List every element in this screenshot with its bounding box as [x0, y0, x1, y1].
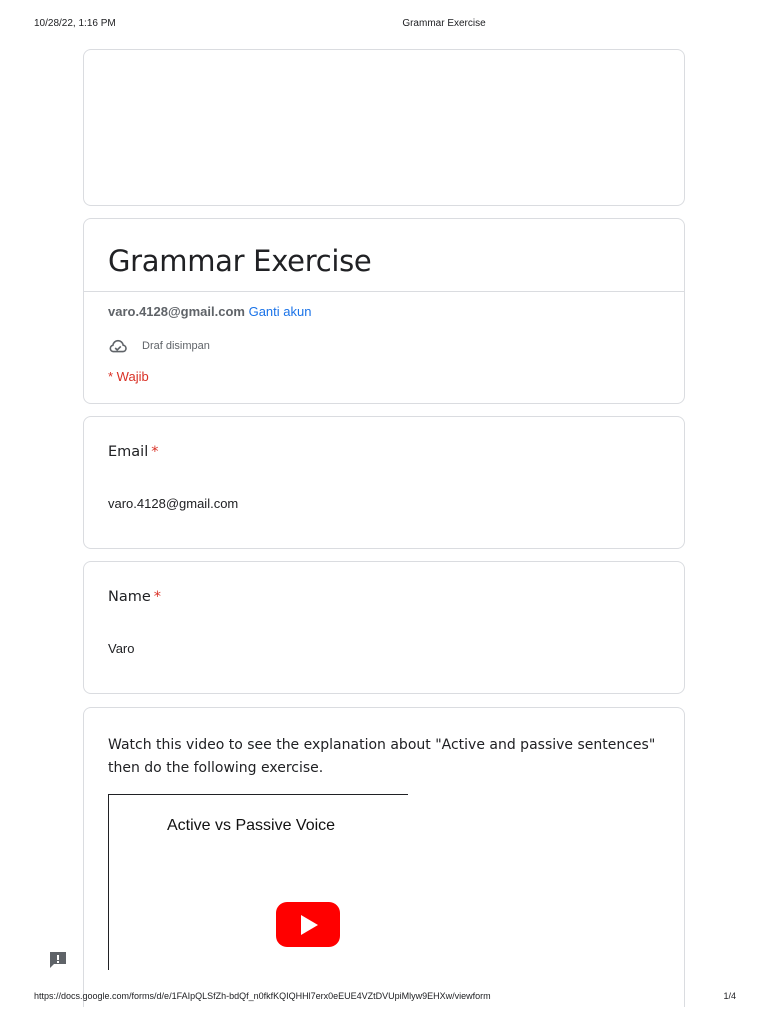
form-title-area — [84, 219, 684, 292]
print-header — [0, 18, 768, 32]
question-title-text: Name — [108, 589, 151, 605]
question-title — [108, 444, 158, 460]
required-asterisk: * — [151, 444, 159, 460]
feedback-icon[interactable] — [46, 948, 70, 972]
print-footer — [0, 991, 768, 1005]
name-field[interactable]: Varo — [108, 641, 135, 656]
video-section — [83, 707, 685, 1007]
print-title: Grammar Exercise — [402, 18, 486, 29]
video-description: Watch this video to see the explanation about "Active and passive sentences" then do the following exercise. — [108, 737, 656, 776]
youtube-play-icon[interactable] — [276, 902, 340, 947]
print-datetime: 10/28/22, 1:16 PM — [34, 18, 116, 29]
video-title: Active vs Passive Voice — [167, 817, 336, 834]
email-field[interactable]: varo.4128@gmail.com — [108, 496, 239, 511]
question-title-text: Email — [108, 444, 149, 460]
question-email — [83, 416, 685, 549]
account-email: varo.4128@gmail.com — [108, 304, 245, 319]
print-url: https://docs.google.com/forms/d/e/1FAIpQLSfZh-bdQf_n0fkfKQIQHHl7erx0eEUE4VZtDVUpiMlyw9EHXw/viewform — [34, 991, 491, 1001]
account-line — [108, 304, 311, 319]
page-number: 1/4 — [723, 991, 736, 1001]
switch-account-link[interactable]: Ganti akun — [248, 304, 312, 319]
draft-status — [108, 336, 210, 356]
question-title — [108, 589, 161, 605]
required-note: * Wajib — [108, 369, 149, 384]
form-title-card — [83, 218, 685, 404]
question-name — [83, 561, 685, 694]
required-asterisk: * — [153, 589, 162, 605]
form-title: Grammar Exercise — [108, 244, 372, 278]
draft-status-text: Draf disimpan — [142, 340, 210, 352]
video-player[interactable] — [108, 794, 408, 970]
header-banner — [83, 49, 685, 206]
cloud-check-icon — [108, 338, 128, 354]
